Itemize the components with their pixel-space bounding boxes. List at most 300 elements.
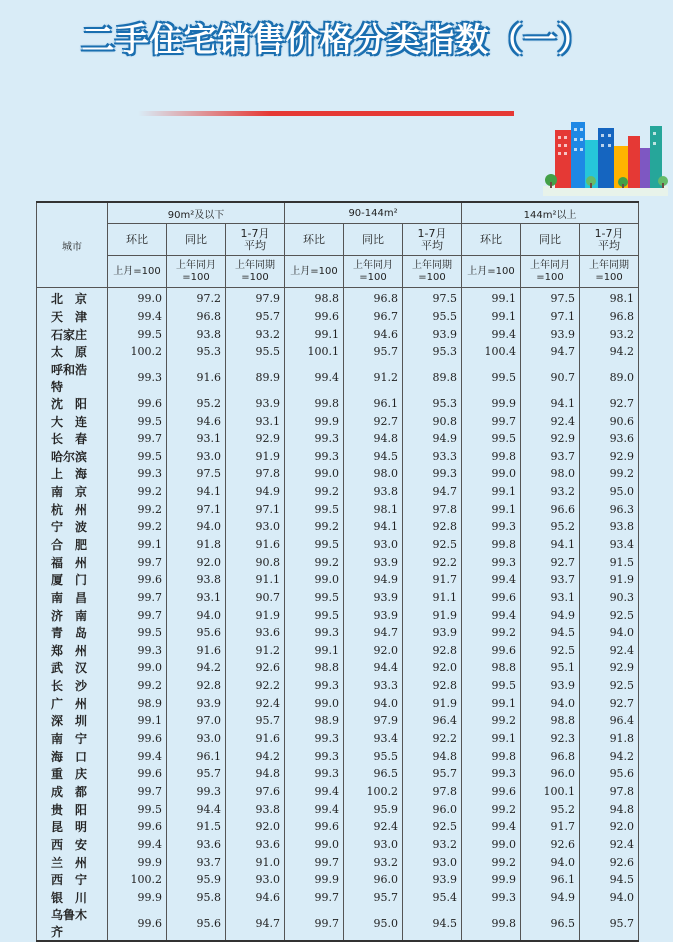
- index-value: 99.1: [462, 308, 521, 326]
- city-name: 西宁: [37, 871, 108, 889]
- index-value: 98.9: [108, 694, 167, 712]
- city-name: 厦门: [37, 571, 108, 589]
- index-value: 97.1: [167, 500, 226, 518]
- index-value: 93.0: [226, 871, 285, 889]
- table-row: [37, 853, 639, 871]
- index-value: 94.6: [167, 412, 226, 430]
- index-value: 92.7: [344, 412, 403, 430]
- index-value: 99.6: [462, 783, 521, 801]
- index-value: 92.6: [226, 659, 285, 677]
- index-value: 91.9: [403, 694, 462, 712]
- index-value: 96.8: [167, 308, 226, 326]
- column-base-header: 上月=100: [285, 256, 344, 288]
- index-value: 97.0: [167, 712, 226, 730]
- index-value: 93.9: [167, 694, 226, 712]
- index-value: 93.0: [403, 853, 462, 871]
- index-value: 97.9: [226, 288, 285, 308]
- index-value: 95.7: [167, 765, 226, 783]
- accent-bar: [138, 111, 514, 116]
- index-value: 98.1: [580, 288, 639, 308]
- index-value: 99.5: [285, 589, 344, 607]
- index-value: 92.4: [580, 642, 639, 660]
- index-value: 96.4: [403, 712, 462, 730]
- column-base-header: 上年同期 =100: [226, 256, 285, 288]
- table-row: [37, 412, 639, 430]
- index-value: 95.4: [403, 889, 462, 907]
- index-value: 99.4: [108, 836, 167, 854]
- index-value: 97.8: [226, 465, 285, 483]
- index-value: 94.2: [580, 343, 639, 361]
- index-value: 92.4: [344, 818, 403, 836]
- index-value: 95.2: [521, 518, 580, 536]
- table-row: [37, 430, 639, 448]
- index-value: 99.1: [285, 642, 344, 660]
- index-value: 92.9: [580, 447, 639, 465]
- index-value: 95.7: [226, 712, 285, 730]
- index-value: 99.1: [462, 483, 521, 501]
- index-value: 96.0: [521, 765, 580, 783]
- index-value: 99.3: [108, 465, 167, 483]
- index-value: 95.8: [167, 889, 226, 907]
- index-value: 92.6: [521, 836, 580, 854]
- column-subheader: 1-7月 平均: [580, 224, 639, 256]
- index-value: 91.9: [226, 606, 285, 624]
- index-value: 92.4: [580, 836, 639, 854]
- index-value: 99.4: [462, 818, 521, 836]
- index-value: 99.1: [285, 325, 344, 343]
- index-value: 99.1: [462, 288, 521, 308]
- index-value: 99.7: [285, 906, 344, 941]
- index-value: 99.2: [462, 624, 521, 642]
- index-value: 94.0: [580, 624, 639, 642]
- city-name: 南京: [37, 483, 108, 501]
- index-value: 93.8: [344, 483, 403, 501]
- index-value: 92.0: [167, 553, 226, 571]
- index-value: 96.5: [521, 906, 580, 941]
- index-value: 99.9: [108, 889, 167, 907]
- index-value: 96.3: [580, 500, 639, 518]
- index-value: 93.9: [403, 624, 462, 642]
- index-value: 99.0: [462, 836, 521, 854]
- city-name: 青岛: [37, 624, 108, 642]
- index-value: 99.6: [108, 765, 167, 783]
- index-value: 99.0: [108, 659, 167, 677]
- index-value: 91.8: [167, 536, 226, 554]
- index-value: 95.9: [344, 800, 403, 818]
- index-value: 99.2: [285, 483, 344, 501]
- index-value: 99.9: [462, 871, 521, 889]
- index-value: 94.9: [226, 483, 285, 501]
- index-value: 96.6: [521, 500, 580, 518]
- index-value: 99.7: [108, 430, 167, 448]
- index-value: 91.6: [226, 730, 285, 748]
- index-value: 91.7: [403, 571, 462, 589]
- index-value: 99.9: [462, 395, 521, 413]
- city-name: 武汉: [37, 659, 108, 677]
- index-value: 97.2: [167, 288, 226, 308]
- index-value: 99.5: [285, 606, 344, 624]
- index-value: 91.6: [167, 642, 226, 660]
- index-value: 93.2: [521, 483, 580, 501]
- index-value: 94.4: [344, 659, 403, 677]
- index-value: 99.2: [108, 677, 167, 695]
- city-name: 长沙: [37, 677, 108, 695]
- table-row: [37, 747, 639, 765]
- index-value: 94.1: [521, 536, 580, 554]
- index-value: 93.1: [521, 589, 580, 607]
- city-name: 呼和浩特: [37, 361, 108, 395]
- index-value: 92.9: [521, 430, 580, 448]
- index-value: 91.1: [226, 571, 285, 589]
- index-value: 99.5: [462, 677, 521, 695]
- index-value: 93.6: [226, 624, 285, 642]
- index-value: 93.2: [226, 325, 285, 343]
- index-value: 94.7: [226, 906, 285, 941]
- index-value: 92.8: [403, 518, 462, 536]
- table-row: [37, 765, 639, 783]
- city-name: 海口: [37, 747, 108, 765]
- index-value: 93.8: [580, 518, 639, 536]
- index-value: 95.3: [167, 343, 226, 361]
- index-value: 97.1: [226, 500, 285, 518]
- index-value: 99.3: [462, 889, 521, 907]
- index-value: 99.1: [108, 536, 167, 554]
- index-value: 99.7: [462, 412, 521, 430]
- index-value: 99.4: [285, 361, 344, 395]
- index-value: 98.8: [285, 288, 344, 308]
- index-value: 94.0: [521, 853, 580, 871]
- index-value: 95.2: [521, 800, 580, 818]
- index-value: 99.3: [285, 430, 344, 448]
- index-value: 98.9: [285, 712, 344, 730]
- index-value: 93.2: [580, 325, 639, 343]
- index-value: 99.8: [462, 536, 521, 554]
- city-header: 城市: [37, 202, 108, 288]
- index-value: 99.7: [285, 889, 344, 907]
- index-value: 97.5: [521, 288, 580, 308]
- table-row: [37, 395, 639, 413]
- index-value: 94.5: [344, 447, 403, 465]
- index-value: 99.1: [462, 730, 521, 748]
- index-value: 99.3: [108, 361, 167, 395]
- index-value: 95.0: [580, 483, 639, 501]
- index-value: 99.6: [285, 308, 344, 326]
- index-value: 93.6: [226, 836, 285, 854]
- index-value: 99.6: [108, 395, 167, 413]
- column-subheader: 1-7月 平均: [226, 224, 285, 256]
- index-value: 92.2: [403, 553, 462, 571]
- table-row: [37, 308, 639, 326]
- column-subheader: 环比: [462, 224, 521, 256]
- price-index-table: [36, 201, 639, 942]
- table-row: [37, 288, 639, 308]
- index-value: 99.6: [462, 642, 521, 660]
- index-value: 96.8: [580, 308, 639, 326]
- index-value: 99.6: [108, 818, 167, 836]
- table-row: [37, 500, 639, 518]
- index-value: 94.4: [167, 800, 226, 818]
- column-base-header: 上月=100: [108, 256, 167, 288]
- index-value: 95.7: [580, 906, 639, 941]
- table-row: [37, 518, 639, 536]
- city-name: 大连: [37, 412, 108, 430]
- index-value: 94.0: [521, 694, 580, 712]
- index-value: 93.0: [344, 536, 403, 554]
- index-value: 91.6: [167, 361, 226, 395]
- index-value: 93.0: [226, 518, 285, 536]
- index-value: 99.4: [462, 325, 521, 343]
- index-value: 99.3: [403, 465, 462, 483]
- city-name: 银川: [37, 889, 108, 907]
- index-value: 93.4: [580, 536, 639, 554]
- column-subheader: 环比: [108, 224, 167, 256]
- index-value: 93.3: [403, 447, 462, 465]
- index-value: 90.7: [226, 589, 285, 607]
- column-subheader: 1-7月 平均: [403, 224, 462, 256]
- index-value: 99.7: [108, 589, 167, 607]
- city-name: 昆明: [37, 818, 108, 836]
- index-value: 97.8: [403, 500, 462, 518]
- index-value: 95.5: [226, 343, 285, 361]
- index-value: 92.6: [580, 853, 639, 871]
- index-value: 92.8: [403, 677, 462, 695]
- index-value: 99.3: [285, 765, 344, 783]
- index-value: 99.0: [285, 465, 344, 483]
- index-value: 99.2: [462, 800, 521, 818]
- index-value: 91.2: [344, 361, 403, 395]
- table-row: [37, 571, 639, 589]
- index-value: 99.4: [462, 571, 521, 589]
- index-value: 99.2: [108, 483, 167, 501]
- column-base-header: 上年同期 =100: [403, 256, 462, 288]
- index-value: 99.5: [285, 536, 344, 554]
- index-value: 99.3: [462, 553, 521, 571]
- index-value: 93.1: [167, 430, 226, 448]
- index-value: 92.8: [167, 677, 226, 695]
- column-base-header: 上年同月 =100: [521, 256, 580, 288]
- city-name: 广州: [37, 694, 108, 712]
- city-name: 南昌: [37, 589, 108, 607]
- index-value: 93.7: [167, 853, 226, 871]
- city-name: 重庆: [37, 765, 108, 783]
- index-value: 93.1: [167, 589, 226, 607]
- index-value: 92.5: [403, 818, 462, 836]
- index-value: 95.6: [580, 765, 639, 783]
- table-row: [37, 730, 639, 748]
- index-value: 94.2: [580, 747, 639, 765]
- index-value: 99.2: [108, 500, 167, 518]
- city-name: 贵阳: [37, 800, 108, 818]
- index-value: 96.0: [344, 871, 403, 889]
- table-row: [37, 343, 639, 361]
- index-value: 99.8: [462, 747, 521, 765]
- index-value: 97.8: [580, 783, 639, 801]
- index-value: 95.2: [167, 395, 226, 413]
- index-value: 99.3: [108, 642, 167, 660]
- index-value: 94.1: [167, 483, 226, 501]
- index-value: 90.7: [521, 361, 580, 395]
- index-value: 94.6: [226, 889, 285, 907]
- index-value: 92.5: [403, 536, 462, 554]
- index-value: 92.2: [403, 730, 462, 748]
- column-subheader: 同比: [167, 224, 226, 256]
- index-value: 91.6: [226, 536, 285, 554]
- index-value: 92.9: [580, 659, 639, 677]
- index-value: 92.7: [580, 694, 639, 712]
- index-value: 96.4: [580, 712, 639, 730]
- column-base-header: 上年同期 =100: [580, 256, 639, 288]
- index-value: 92.3: [521, 730, 580, 748]
- index-value: 89.8: [403, 361, 462, 395]
- index-value: 93.2: [403, 836, 462, 854]
- index-value: 93.8: [167, 571, 226, 589]
- column-base-header: 上年同月 =100: [167, 256, 226, 288]
- index-value: 99.8: [462, 906, 521, 941]
- table-row: [37, 889, 639, 907]
- index-value: 99.7: [108, 783, 167, 801]
- column-base-header: 上年同月 =100: [344, 256, 403, 288]
- index-value: 93.9: [344, 606, 403, 624]
- index-value: 93.6: [580, 430, 639, 448]
- city-name: 哈尔滨: [37, 447, 108, 465]
- index-value: 93.9: [344, 553, 403, 571]
- index-value: 99.7: [285, 853, 344, 871]
- index-value: 99.5: [108, 447, 167, 465]
- index-value: 96.8: [344, 288, 403, 308]
- index-value: 99.5: [108, 624, 167, 642]
- index-value: 94.0: [167, 518, 226, 536]
- index-value: 96.0: [403, 800, 462, 818]
- index-value: 92.4: [226, 694, 285, 712]
- index-value: 96.1: [167, 747, 226, 765]
- index-value: 94.7: [344, 624, 403, 642]
- index-value: 95.5: [403, 308, 462, 326]
- index-value: 97.6: [226, 783, 285, 801]
- table-row: [37, 659, 639, 677]
- index-value: 93.9: [226, 395, 285, 413]
- index-value: 94.8: [580, 800, 639, 818]
- index-value: 98.8: [462, 659, 521, 677]
- index-value: 93.8: [167, 325, 226, 343]
- index-value: 99.3: [285, 624, 344, 642]
- index-value: 99.4: [462, 606, 521, 624]
- city-name: 成都: [37, 783, 108, 801]
- page-title: 二手住宅销售价格分类指数（一）: [81, 20, 592, 59]
- table-row: [37, 465, 639, 483]
- index-value: 95.7: [403, 765, 462, 783]
- index-value: 99.7: [108, 606, 167, 624]
- index-value: 94.8: [344, 430, 403, 448]
- table-row: [37, 447, 639, 465]
- index-value: 94.9: [403, 430, 462, 448]
- table-row: [37, 677, 639, 695]
- index-value: 98.1: [344, 500, 403, 518]
- index-value: 99.0: [462, 465, 521, 483]
- index-value: 99.0: [285, 836, 344, 854]
- index-value: 95.0: [344, 906, 403, 941]
- index-value: 100.2: [344, 783, 403, 801]
- table-row: [37, 361, 639, 395]
- index-value: 98.0: [521, 465, 580, 483]
- index-value: 94.7: [403, 483, 462, 501]
- index-value: 99.4: [108, 747, 167, 765]
- table-row: [37, 624, 639, 642]
- index-value: 99.6: [285, 818, 344, 836]
- group-header-small: 90m²及以下: [108, 202, 285, 224]
- city-name: 合肥: [37, 536, 108, 554]
- index-value: 95.3: [403, 395, 462, 413]
- index-value: 93.7: [521, 571, 580, 589]
- index-value: 97.9: [344, 712, 403, 730]
- index-value: 90.8: [226, 553, 285, 571]
- index-value: 99.3: [285, 677, 344, 695]
- city-name: 北京: [37, 288, 108, 308]
- index-value: 92.7: [521, 553, 580, 571]
- table-row: [37, 712, 639, 730]
- index-value: 92.5: [580, 677, 639, 695]
- city-name: 天津: [37, 308, 108, 326]
- city-name: 宁波: [37, 518, 108, 536]
- index-value: 94.0: [167, 606, 226, 624]
- index-value: 95.5: [344, 747, 403, 765]
- index-value: 99.5: [108, 800, 167, 818]
- index-value: 92.8: [403, 642, 462, 660]
- index-value: 100.4: [462, 343, 521, 361]
- index-value: 97.5: [167, 465, 226, 483]
- city-name: 济南: [37, 606, 108, 624]
- index-value: 91.7: [521, 818, 580, 836]
- index-value: 99.4: [285, 800, 344, 818]
- city-name: 郑州: [37, 642, 108, 660]
- index-value: 91.0: [226, 853, 285, 871]
- index-value: 99.5: [285, 500, 344, 518]
- index-value: 92.5: [521, 642, 580, 660]
- index-value: 93.8: [226, 800, 285, 818]
- index-value: 98.8: [285, 659, 344, 677]
- index-value: 92.9: [226, 430, 285, 448]
- index-value: 93.6: [167, 836, 226, 854]
- city-name: 石家庄: [37, 325, 108, 343]
- index-value: 98.8: [521, 712, 580, 730]
- column-subheader: 环比: [285, 224, 344, 256]
- table-row: [37, 606, 639, 624]
- index-value: 99.3: [285, 447, 344, 465]
- index-value: 99.6: [462, 589, 521, 607]
- index-value: 95.7: [344, 889, 403, 907]
- table-row: [37, 694, 639, 712]
- index-value: 100.2: [108, 343, 167, 361]
- index-value: 93.3: [344, 677, 403, 695]
- index-value: 96.8: [521, 747, 580, 765]
- index-value: 94.0: [580, 889, 639, 907]
- index-value: 91.1: [403, 589, 462, 607]
- index-value: 93.9: [521, 325, 580, 343]
- index-value: 93.4: [344, 730, 403, 748]
- index-value: 96.1: [521, 871, 580, 889]
- index-value: 97.5: [403, 288, 462, 308]
- index-value: 94.9: [521, 889, 580, 907]
- index-value: 92.0: [226, 818, 285, 836]
- index-value: 99.2: [462, 712, 521, 730]
- index-value: 93.9: [344, 589, 403, 607]
- index-value: 95.3: [403, 343, 462, 361]
- index-value: 99.8: [285, 395, 344, 413]
- index-value: 99.2: [580, 465, 639, 483]
- index-value: 95.7: [344, 343, 403, 361]
- index-value: 99.9: [285, 412, 344, 430]
- index-value: 90.6: [580, 412, 639, 430]
- index-value: 94.1: [521, 395, 580, 413]
